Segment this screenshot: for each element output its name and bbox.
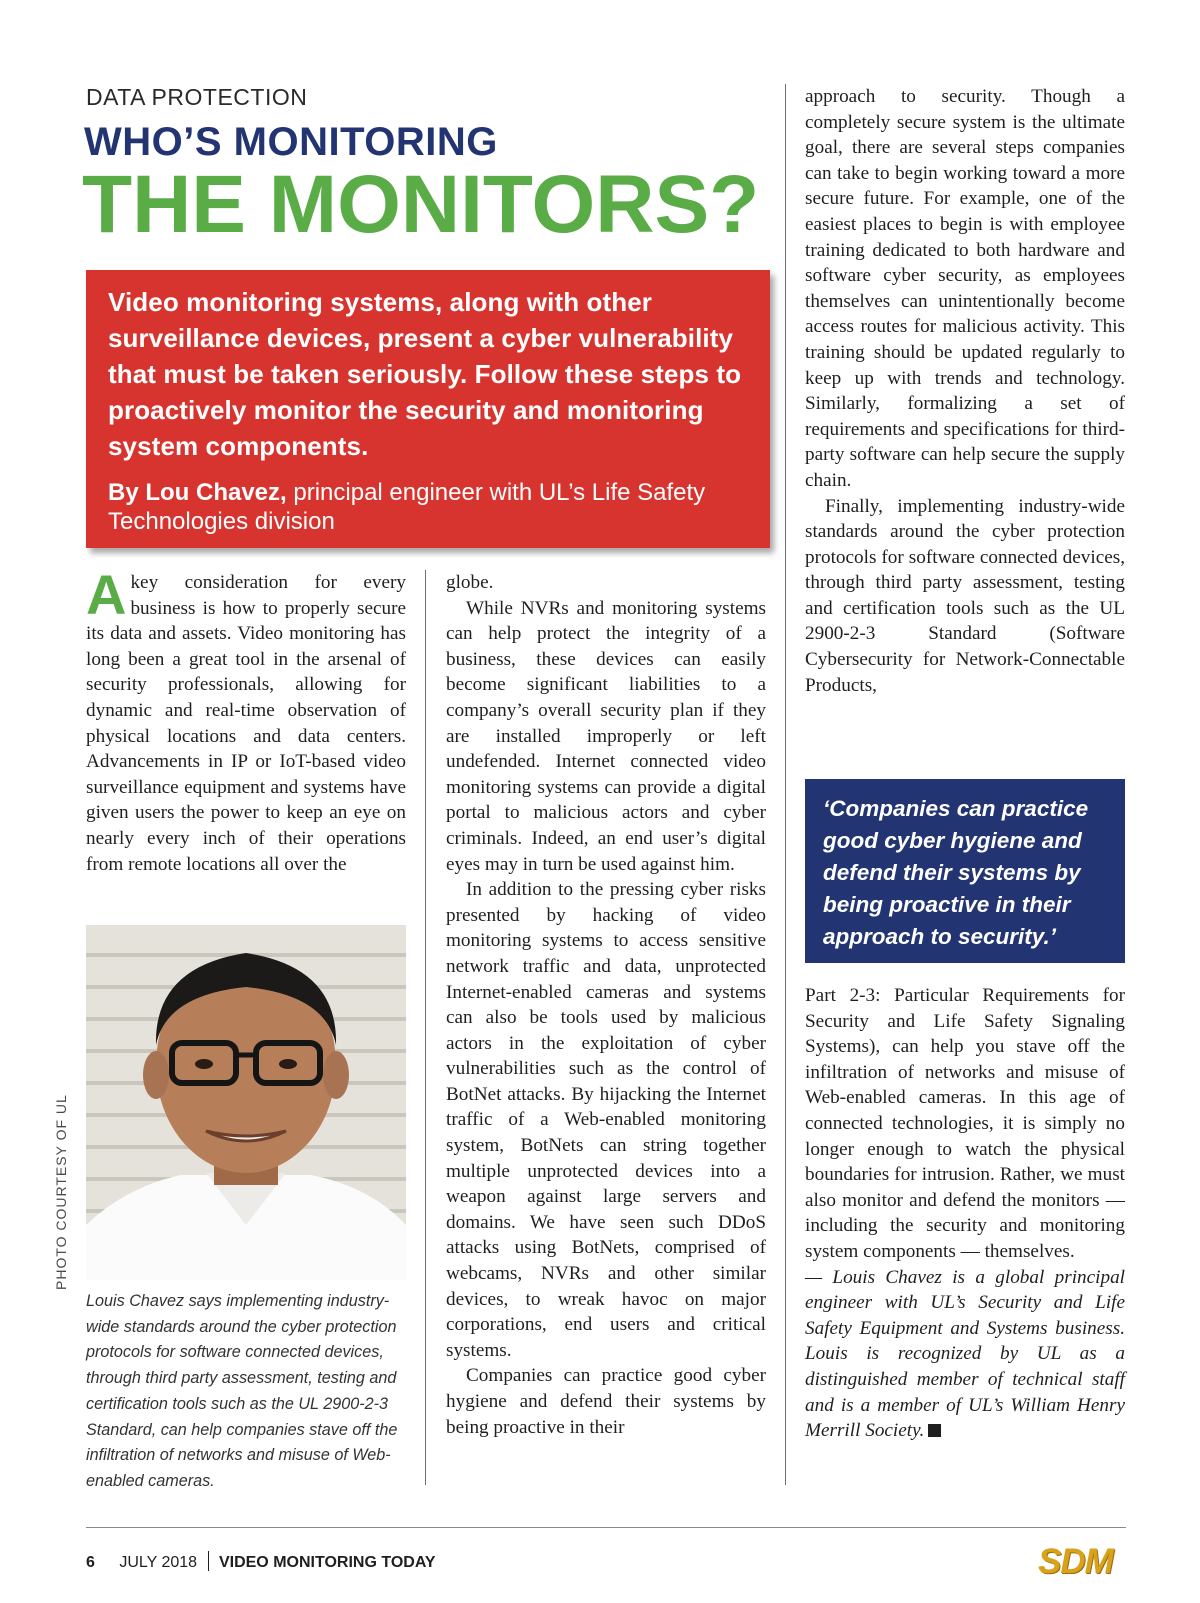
- byline-role: principal engineer with UL’s Life Safety Technologies division: [108, 479, 706, 535]
- body-paragraph: Part 2-3: Particular Requirements for Security and Life Safety Signaling Systems), can help you stave off the infiltration of networks and misuse of Web-enabled cameras. In this age of connected technologies, it is simply no longer enough to watch the physical boundaries for intrusion. Rather, we must also monitor and defend the monitors — including the security and monitoring system components — themselves.: [805, 985, 1125, 1262]
- column-divider-2: [785, 84, 786, 1485]
- photo: [86, 925, 406, 1280]
- page-number: 6: [86, 1554, 95, 1571]
- footer: [86, 1551, 436, 1572]
- body-paragraph: In addition to the pressing cyber risks presented by hacking of video monitoring systems to access sensitive network traffic and data, unprotected Internet-enabled cameras and systems can also be tools used by malicious actors in the exploitation of cyber vulnerabilities such as the control of BotNet attacks. By hijacking the Internet traffic of a Web-enabled monitoring system, BotNets can string together multiple unprotected devices into a weapon against large servers and domains. We have seen such DDoS attacks using BotNets, comprised of webcams, NVRs and other similar devices, to wreak havoc on major corporations, end users and critical systems.: [446, 879, 766, 1361]
- photo-caption: Louis Chavez says implementing industry-wide standards around the cyber protection protocols for software connected devices, through third party assessment, testing and certification tools such as the UL 2900-2-3 Standard, can help companies stave off the infiltration of networks and misuse of Web-enabled cameras.: [86, 1292, 398, 1490]
- column-divider-1: [425, 570, 426, 1485]
- column-3-text-top: [805, 84, 1125, 698]
- photo-credit: PHOTO COURTESY OF UL: [53, 1094, 69, 1290]
- byline: [108, 478, 748, 536]
- body-paragraph: Companies can practice good cyber hygiene and defend their systems by being proactive in their: [446, 1365, 766, 1438]
- body-paragraph: globe.: [446, 572, 494, 593]
- headline-line-2: THE MONITORS?: [82, 159, 760, 250]
- footer-rule: [86, 1527, 1126, 1528]
- footer-separator: [208, 1551, 209, 1571]
- deck-box: [86, 270, 770, 548]
- column-1-text: [86, 563, 406, 877]
- body-paragraph: While NVRs and monitoring systems can help protect the integrity of a business, these devices can easily become significant liabilities to a company’s overall security plan if they are installed improperly or left undefended. Internet connected video monitoring systems can provide a digital portal to malicious actors and cyber criminals. Indeed, an end user’s digital eyes may in turn be used against him.: [446, 597, 766, 875]
- sdm-logo: SDM: [1038, 1542, 1113, 1581]
- pull-quote: ‘Companies can practice good cyber hygiene and defend their systems by being proactive in their approach to security.’: [805, 779, 1125, 963]
- body-paragraph: Finally, implementing industry-wide standards around the cyber protection protocols for software connected devices, through third party assessment, testing and certification tools such as the UL 2900-2-3 Standard (Software Cybersecurity for Network-Connectable Products,: [805, 495, 1125, 696]
- issue-date: JULY 2018: [119, 1554, 198, 1571]
- body-paragraph: approach to security. Though a completely secure system is the ultimate goal, there are several steps companies can take to begin working toward a more secure future. For example, one of the easiest places to begin is with employee training dedicated to both hardware and software cyber security, as employees themselves can unintentionally become access routes for malicious activity. This training should be updated regularly to keep up with trends and technology. Similarly, formalizing a set of requirements and specifications for third-party software can help secure the supply chain.: [805, 86, 1125, 491]
- byline-author: By Lou Chavez,: [108, 479, 287, 506]
- end-mark-icon: [928, 1424, 941, 1437]
- author-bio-text: — Louis Chavez is a global principal engineer with UL’s Security and Life Safety Equipment and Systems business. Louis is recognized by UL as a distinguished member of technical staff and is a member of UL’s William Henry Merrill Society.: [805, 1266, 1125, 1442]
- deck-text: Video monitoring systems, along with other surveillance devices, present a cyber vulnerability that must be taken seriously. Follow these steps to proactively monitor the security and monitoring system components.: [108, 287, 742, 461]
- column-2-text: [446, 570, 766, 1440]
- column-3-text-bottom: [805, 983, 1125, 1444]
- headline-line-1: WHO’S MONITORING: [84, 120, 498, 164]
- author-portrait-image: [86, 925, 406, 1280]
- section-label: DATA PROTECTION: [86, 84, 308, 110]
- body-paragraph: [86, 563, 406, 877]
- drop-cap: A: [86, 563, 127, 626]
- col1-paragraph-text: key consideration for every business is how to properly secure its data and assets. Video monitoring has long been a great tool in the arsenal of security professionals, allowing for dynamic and real-time observation of physical locations and data centers. Advancements in IP or IoT-based video surveillance equipment and systems have given users the power to keep an eye on nearly every inch of their operations from remote locations all over the: [86, 572, 406, 875]
- publication-name: VIDEO MONITORING TODAY: [218, 1554, 436, 1571]
- author-bio: [805, 1265, 1125, 1444]
